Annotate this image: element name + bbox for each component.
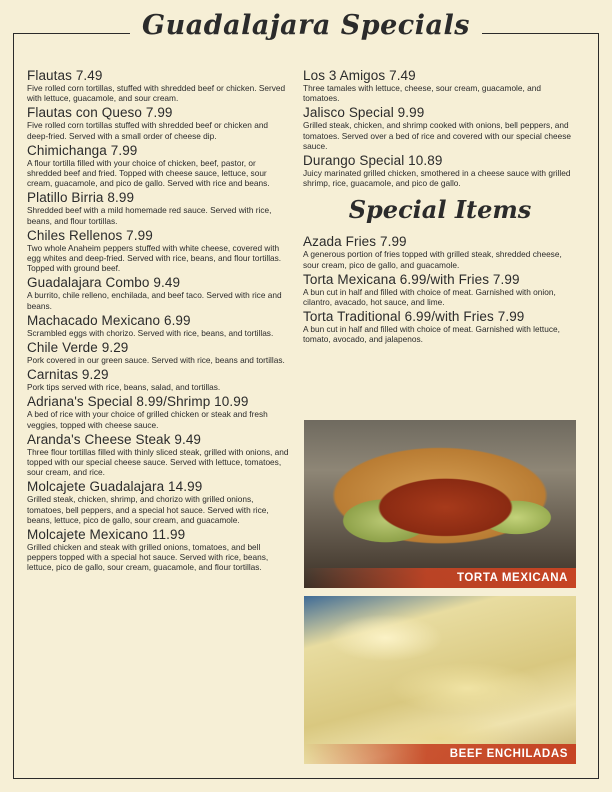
item-name: Adriana's Special 8.99/Shrimp 10.99 [27,394,249,410]
menu-item [303,153,577,188]
menu-item [303,234,577,269]
item-description: A bed of rice with your choice of grilled chicken or steak and fresh veggies, topped with cheese sauce. [27,409,268,430]
menu-item [27,479,289,525]
item-description: Scrambled eggs with chorizo. Served with rice, beans, and tortillas. [27,327,274,338]
menu-item [27,143,289,189]
item-description: Pork covered in our green sauce. Served with rice, beans and tortillas. [27,355,285,366]
menu-item [27,313,289,338]
item-name: Torta Traditional 6.99/with Fries 7.99 [303,309,525,325]
item-name: Chimichanga 7.99 [27,142,138,158]
item-name: Carnitas 9.29 [27,367,109,383]
item-description: Five rolled corn tortillas, stuffed with shredded beef or chicken. Served with lettuce, guacamole, and sour cream. [27,83,286,104]
photo-caption: TORTA MEXICANA [304,568,576,588]
menu-item [27,394,289,429]
menu-item [27,432,289,478]
item-name: Flautas 7.49 [27,68,103,83]
item-description: A flour tortilla filled with your choice of chicken, beef, pastor, or shredded beef and fried. Topped with cheese sauce, lettuce, sour cream, guacamole, and pico de gallo. Served with rice and beans. [27,157,270,189]
menu-item [27,275,289,310]
item-name: Chile Verde 9.29 [27,340,129,356]
item-name: Los 3 Amigos 7.49 [303,68,416,83]
menu-item [27,190,289,225]
item-name: Azada Fries 7.99 [303,234,407,250]
left-menu-column [27,68,289,575]
item-description: Three tamales with lettuce, cheese, sour cream, guacamole, and tomatoes. [303,83,541,104]
item-name: Platillo Birria 8.99 [27,190,135,206]
menu-item [27,105,289,140]
item-description: Two whole Anaheim peppers stuffed with white cheese, covered with egg whites and deep-fried. Served with rice, beans, and flour tortillas. Topped with ground beef. [27,242,282,274]
menu-item [27,228,289,274]
item-name: Torta Mexicana 6.99/with Fries 7.99 [303,271,520,287]
item-description: A generous portion of fries topped with grilled steak, shredded cheese, sour cream, pico de gallo, and guacamole. [303,249,562,270]
menu-item [27,68,289,103]
item-name: Machacado Mexicano 6.99 [27,312,191,328]
item-description: Juicy marinated grilled chicken, smothered in a cheese sauce with grilled shrimp, rice, guacamole, and pico de gallo. [303,168,571,189]
item-description: Shredded beef with a mild homemade red sauce. Served with rice, beans, and flour tortillas. [27,205,272,226]
item-name: Molcajete Mexicano 11.99 [27,527,186,543]
special-items-heading: Special Items [348,195,532,225]
item-name: Molcajete Guadalajara 14.99 [27,479,203,495]
title-bar [0,10,612,41]
item-name: Chiles Rellenos 7.99 [27,227,153,243]
photo-caption: BEEF ENCHILADAS [304,744,576,764]
item-description: Grilled steak, chicken, and shrimp cooked with onions, bell peppers, and tomatoes. Served over a bed of rice and covered with our special cheese sauce. [303,120,571,151]
item-description: A burrito, chile relleno, enchilada, and beef taco. Served with rice and beans. [27,290,282,311]
page-title: Guadalajara Specials [130,10,482,41]
menu-item [303,105,577,151]
menu-item [27,340,289,365]
item-description: Grilled steak, chicken, shrimp, and chorizo with grilled onions, tomatoes, bell peppers, and a special hot sauce. Served with rice, beans, lettuce, pico de gallo, sour cream, and guacamole. [27,494,269,525]
item-description: Pork tips served with rice, beans, salad, and tortillas. [27,382,221,393]
item-name: Guadalajara Combo 9.49 [27,275,181,291]
menu-item [27,367,289,392]
item-name: Aranda's Cheese Steak 9.49 [27,431,202,447]
item-description: A bun cut in half and filled with choice of meat. Garnished with lettuce, tomato, avocado, and jalapenos. [303,324,560,345]
right-menu-column [303,68,577,347]
menu-item [303,309,577,344]
item-description: Three flour tortillas filled with thinly sliced steak, grilled with onions, and topped with our special cheese sauce. Served with lettuce, tomatoes, sour cream, and rice. [27,446,289,478]
item-name: Durango Special 10.89 [303,153,443,169]
item-description: A bun cut in half and filled with choice of meat. Garnished with onion, cilantro, avacado, hot sauce, and lime. [303,286,556,308]
item-name: Flautas con Queso 7.99 [27,105,173,121]
beef-enchiladas-photo [304,596,576,764]
menu-item [303,272,577,307]
menu-item [27,527,289,573]
item-description: Grilled chicken and steak with grilled onions, tomatoes, and bell peppers topped with a special hot sauce. Served with rice, beans, lettuce, pico de gallo, sour cream, guacamole, and flour tortillas. [27,542,269,573]
torta-mexicana-photo [304,420,576,588]
menu-item [303,68,577,103]
item-description: Five rolled corn tortillas stuffed with shredded beef or chicken and deep-fried. Served with a small order of cheese dip. [27,120,269,141]
item-name: Jalisco Special 9.99 [303,105,425,121]
